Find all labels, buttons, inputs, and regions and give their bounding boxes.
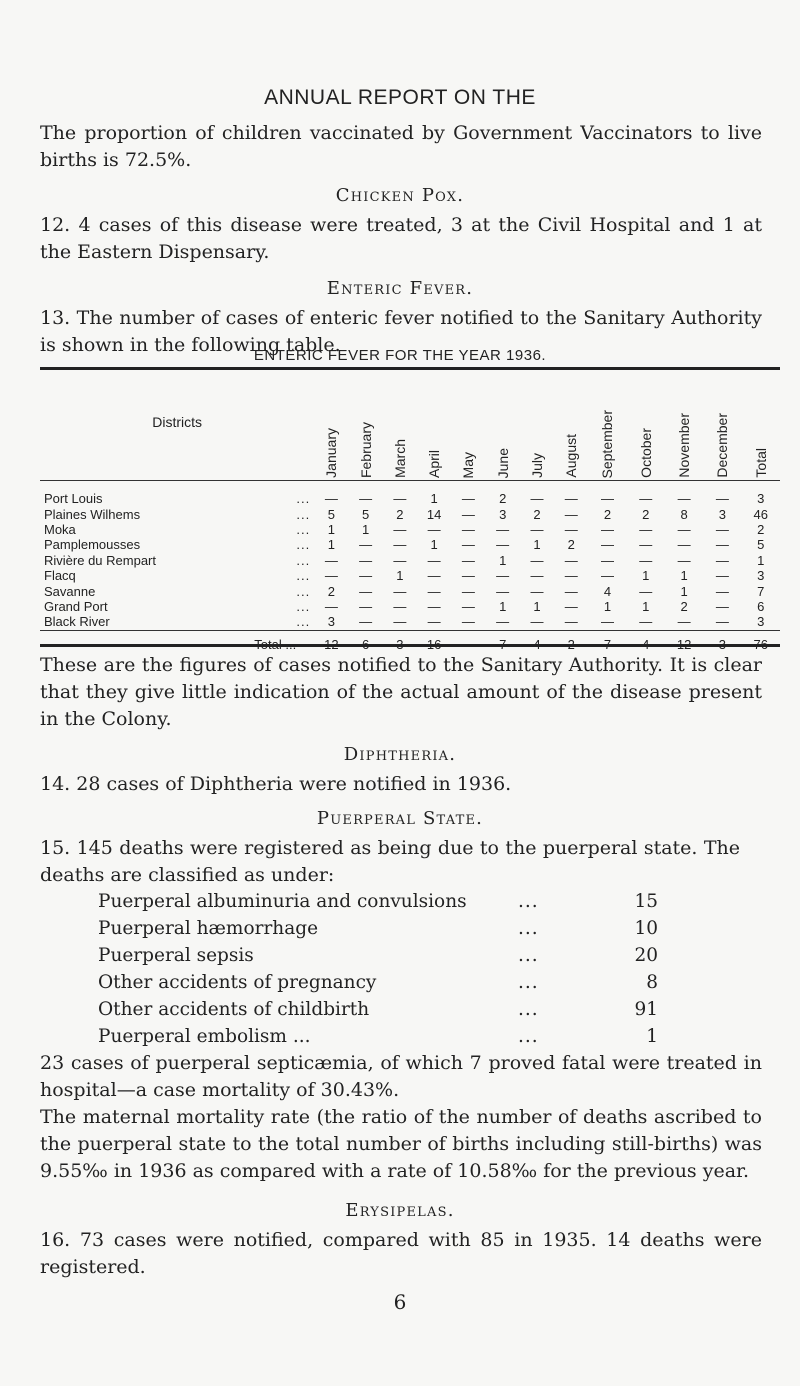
table-cell: — <box>564 552 578 568</box>
month-header: February <box>357 421 374 478</box>
list-item: Puerperal albuminuria and convulsions ... 15 <box>98 891 658 912</box>
table-cell: — <box>600 491 614 507</box>
table-cell: — <box>359 598 373 614</box>
district-name: Plaines Wilhems ... <box>44 506 311 522</box>
table-cell: — <box>715 537 729 553</box>
table-cell: 1 <box>533 537 541 553</box>
table-cell: — <box>393 552 407 568</box>
chicken-pox-paragraph: 12. 4 cases of this disease were treated, 3 at the Civil Hospital and 1 at the Eastern Dispensary. <box>40 214 762 263</box>
table-cell: 1 <box>430 537 438 553</box>
table-cell: — <box>496 583 510 599</box>
month-header: August <box>563 434 580 478</box>
table-cell: 5 <box>362 506 370 522</box>
table-cell: — <box>564 614 578 630</box>
puerperal-state-heading: Puerperal State. <box>316 808 484 829</box>
table-row <box>40 614 780 630</box>
list-item: Puerperal embolism ... ... 1 <box>98 1026 658 1047</box>
table-cell: — <box>639 583 653 599</box>
table-cell: — <box>600 552 614 568</box>
list-item: Other accidents of childbirth ... 91 <box>98 999 658 1020</box>
table-cell: — <box>564 583 578 599</box>
table-cell: — <box>427 614 441 630</box>
chicken-pox-heading: Chicken Pox. <box>335 185 465 206</box>
table-cell: — <box>461 568 475 584</box>
table-cell: 1 <box>430 491 438 507</box>
table-cell: 3 <box>757 568 765 584</box>
table-cell: — <box>639 537 653 553</box>
table-header-row <box>40 371 780 481</box>
table-row <box>40 553 780 568</box>
list-item: Other accidents of pregnancy ... 8 <box>98 972 658 993</box>
table-row <box>40 506 780 521</box>
table-cell: — <box>530 568 544 584</box>
table-cell: 46 <box>753 506 768 522</box>
table-cell: — <box>496 537 510 553</box>
table-cell: — <box>393 583 407 599</box>
month-header: June <box>494 447 511 478</box>
table-cell: 1 <box>642 598 650 614</box>
table-cell: — <box>393 491 407 507</box>
vaccination-paragraph: The proportion of children vaccinated by Government Vaccinators to live births is 72.5%. <box>40 122 762 171</box>
table-cell: 1 <box>533 598 541 614</box>
table-cell: — <box>324 568 338 584</box>
table-cell: 2 <box>603 506 612 522</box>
table-cell: — <box>496 521 510 537</box>
month-header: November <box>676 413 693 478</box>
table-cell: — <box>461 598 475 614</box>
erysipelas-paragraph: 16. 73 cases were notified, compared with 85 in 1935. 14 deaths were registered. <box>40 1229 762 1278</box>
table-cell: — <box>639 552 653 568</box>
table-cell: — <box>324 598 338 614</box>
table-cell: — <box>461 506 475 522</box>
district-name: Grand Port ... <box>44 598 311 614</box>
table-cell: 3 <box>757 491 765 507</box>
table-cell: — <box>530 491 544 507</box>
total-header: Total <box>752 448 769 478</box>
table-cell: 3 <box>499 506 507 522</box>
table-row <box>40 583 780 598</box>
district-name: Savanne ... <box>44 583 311 599</box>
table-cell: — <box>427 568 441 584</box>
month-header: March <box>391 439 408 478</box>
maternal-mortality-paragraph: The maternal mortality rate (the ratio of the number of deaths ascribed to the puerperal state to the total number of births including still-births) was 9.55‰ in 1936 as compared with a rate of 10.58‰ for the previous year. <box>40 1106 762 1182</box>
diphtheria-heading: Diphtheria. <box>343 744 457 765</box>
table-cell: — <box>715 583 729 599</box>
table-cell: — <box>461 614 475 630</box>
table-row <box>40 537 780 552</box>
table-bottom-rule <box>40 644 780 647</box>
table-cell: 1 <box>327 521 335 537</box>
district-name: Pamplemousses ... <box>44 537 311 553</box>
month-header: April <box>426 449 443 478</box>
district-name: Flacq ... <box>44 568 311 584</box>
table-cell: 2 <box>499 491 507 507</box>
table-cell: 5 <box>327 506 335 522</box>
table-cell: — <box>600 614 614 630</box>
table-cell: 6 <box>757 598 765 614</box>
table-cell: — <box>715 568 729 584</box>
table-cell: — <box>677 614 691 630</box>
table-cell: — <box>461 552 475 568</box>
district-name: Moka ... <box>44 521 311 537</box>
page-number: 6 <box>393 1290 407 1314</box>
table-cell: — <box>530 552 544 568</box>
table-cell: 1 <box>396 568 404 584</box>
table-cell: — <box>530 583 544 599</box>
table-cell: — <box>600 537 614 553</box>
table-cell: 1 <box>680 568 688 584</box>
table-cell: — <box>530 521 544 537</box>
table-cell: — <box>564 598 578 614</box>
table-cell: 4 <box>603 583 612 599</box>
table-cell: — <box>600 521 614 537</box>
list-item: Puerperal hæmorrhage ... 10 <box>98 918 658 939</box>
table-cell: 2 <box>680 598 688 614</box>
table-cell: — <box>564 521 578 537</box>
table-cell: — <box>427 552 441 568</box>
table-cell: — <box>496 614 510 630</box>
table-cell: 2 <box>396 506 404 522</box>
table-cell: — <box>393 537 407 553</box>
table-cell: 1 <box>499 552 507 568</box>
table-row <box>40 599 780 614</box>
puerperal-paragraph: 15. 145 deaths were registered as being due to the puerperal state. The deaths are classified as under: <box>40 837 740 886</box>
table-cell: — <box>715 491 729 507</box>
table-cell: 1 <box>499 598 507 614</box>
table-cell: — <box>715 614 729 630</box>
enteric-fever-heading: Enteric Fever. <box>326 278 474 299</box>
table-cell: — <box>324 491 338 507</box>
district-name: Black River ... <box>44 614 311 630</box>
list-item: Puerperal sepsis ... 20 <box>98 945 658 966</box>
table-cell: 1 <box>757 552 765 568</box>
table-cell: — <box>600 568 614 584</box>
table-cell: 2 <box>533 506 541 522</box>
table-cell: — <box>639 521 653 537</box>
table-cell: 3 <box>757 614 765 630</box>
table-cell: 14 <box>426 506 442 522</box>
table-cell: — <box>359 537 373 553</box>
table-cell: 2 <box>757 521 765 537</box>
month-header: September <box>599 409 616 478</box>
table-cell: 7 <box>757 583 765 599</box>
enteric-fever-paragraph: 13. The number of cases of enteric fever notified to the Sanitary Authority is shown in the following table. <box>40 307 762 356</box>
after-table-paragraph: These are the figures of cases notified to the Sanitary Authority. It is clear that they give little indication of the actual amount of the disease present in the Colony. <box>40 654 762 730</box>
table-cell: 1 <box>642 568 650 584</box>
table-cell: — <box>359 568 373 584</box>
table-cell: — <box>496 568 510 584</box>
table-cell: — <box>359 583 373 599</box>
table-cell: — <box>359 614 373 630</box>
table-cell: — <box>461 583 475 599</box>
table-cell: 1 <box>362 521 370 537</box>
erysipelas-heading: Erysipelas. <box>345 1200 455 1221</box>
month-header: May <box>460 451 477 478</box>
month-header: July <box>528 453 545 478</box>
table-cell: — <box>564 491 578 507</box>
table-cell: — <box>359 491 373 507</box>
table-cell: — <box>359 552 373 568</box>
table-cell: — <box>677 521 691 537</box>
table-cell: — <box>564 568 578 584</box>
table-row <box>40 568 780 583</box>
puerperal-classification-list <box>98 888 658 1050</box>
diphtheria-paragraph: 14. 28 cases of Diphtheria were notified in 1936. <box>40 773 512 795</box>
table-cell: — <box>324 552 338 568</box>
table-cell: — <box>427 583 441 599</box>
district-name: Rivière du Rempart ... <box>44 552 311 568</box>
table-cell: 2 <box>567 537 575 553</box>
table-cell: 3 <box>718 506 726 522</box>
table-cell: — <box>677 537 691 553</box>
table-cell: 1 <box>603 598 612 614</box>
table-cell: — <box>393 598 407 614</box>
table-cell: — <box>715 552 729 568</box>
table-cell: — <box>639 491 653 507</box>
table-cell: 2 <box>327 583 335 599</box>
table-cell: — <box>461 491 475 507</box>
table-cell: 5 <box>757 537 765 553</box>
septicaemia-paragraph: 23 cases of puerperal septicæmia, of which 7 proved fatal were treated in hospital—a case mortality of 30.43%. <box>40 1052 762 1101</box>
table-cell: — <box>639 614 653 630</box>
table-cell: — <box>427 521 441 537</box>
table-cell: — <box>393 521 407 537</box>
table-row <box>40 481 780 507</box>
districts-header: Districts <box>152 413 202 430</box>
month-header: October <box>637 428 654 478</box>
running-head: ANNUAL REPORT ON THE <box>264 86 536 109</box>
table-cell: — <box>677 552 691 568</box>
table-title: ENTERIC FEVER FOR THE YEAR 1936. <box>253 347 547 364</box>
table-top-rule <box>40 367 780 370</box>
table-row <box>40 522 780 537</box>
table-cell: 8 <box>680 506 688 522</box>
table-cell: — <box>677 491 691 507</box>
table-cell: — <box>461 537 475 553</box>
table-cell: 3 <box>327 614 335 630</box>
table-cell: — <box>564 506 578 522</box>
district-name: Port Louis ... <box>44 491 311 507</box>
table-cell: — <box>393 614 407 630</box>
table-cell: — <box>715 598 729 614</box>
table-cell: 1 <box>327 537 335 553</box>
table-cell: 2 <box>642 506 650 522</box>
table-cell: 1 <box>680 583 688 599</box>
table-cell: — <box>530 614 544 630</box>
table-cell: — <box>427 598 441 614</box>
table-cell: — <box>715 521 729 537</box>
month-header: December <box>714 413 731 478</box>
month-header: January <box>323 428 340 478</box>
table-cell: — <box>461 521 475 537</box>
enteric-fever-table <box>40 371 780 657</box>
